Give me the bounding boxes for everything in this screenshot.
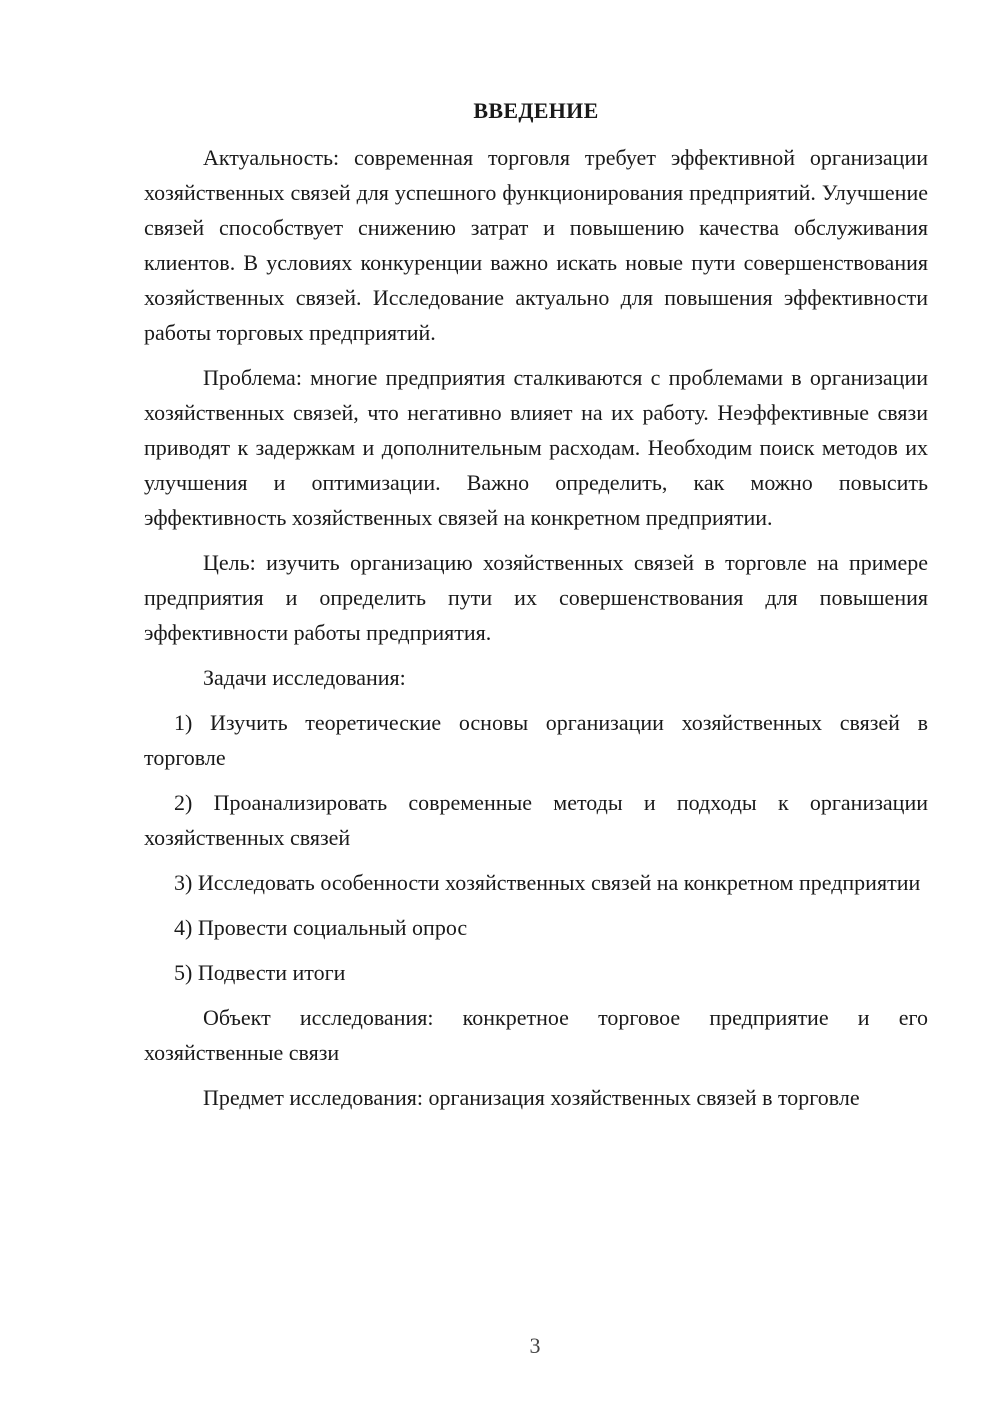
task-item-4: 4) Провести социальный опрос [174, 915, 468, 940]
page-title: ВВЕДЕНИЕ [473, 98, 599, 123]
task-item-2: 2) Проанализировать современные методы и подходы к организации хозяйственных связей [144, 790, 928, 850]
tasks-list [144, 705, 928, 990]
task-item-5: 5) Подвести итоги [174, 960, 346, 985]
goal-paragraph: Цель: изучить организацию хозяйственных связей в торговле на примере предприятия и определить пути их совершенствования для повышения эффективности работы предприятия. [144, 550, 928, 645]
relevance-paragraph: Актуальность: современная торговля требует эффективной организации хозяйственных связей для успешного функционирования предприятий. Улучшение связей способствует снижению затрат и повышению качества обслуживания клиентов. В условиях конкуренции важно искать новые пути совершенствования хозяйственных связей. Исследование актуально для повышения эффективности работы торговых предприятий. [144, 145, 928, 345]
page-content [144, 96, 928, 1125]
problem-paragraph: Проблема: многие предприятия сталкиваются с проблемами в организации хозяйственных связей, что негативно влияет на их работу. Неэффективные связи приводят к задержкам и дополнительным расходам. Необходим поиск методов их улучшения и оптимизации. Важно определить, как можно повысить эффективность хозяйственных связей на конкретном предприятии. [144, 365, 928, 530]
object-paragraph: Объект исследования: конкретное торговое предприятие и его хозяйственные связи [144, 1005, 928, 1065]
task-item-1: 1) Изучить теоретические основы организации хозяйственных связей в торговле [144, 710, 928, 770]
subject-paragraph: Предмет исследования: организация хозяйственных связей в торговле [203, 1085, 860, 1110]
task-item-3: 3) Исследовать особенности хозяйственных связей на конкретном предприятии [174, 870, 921, 895]
page-number: 3 [529, 1333, 541, 1358]
tasks-heading: Задачи исследования: [203, 665, 406, 690]
